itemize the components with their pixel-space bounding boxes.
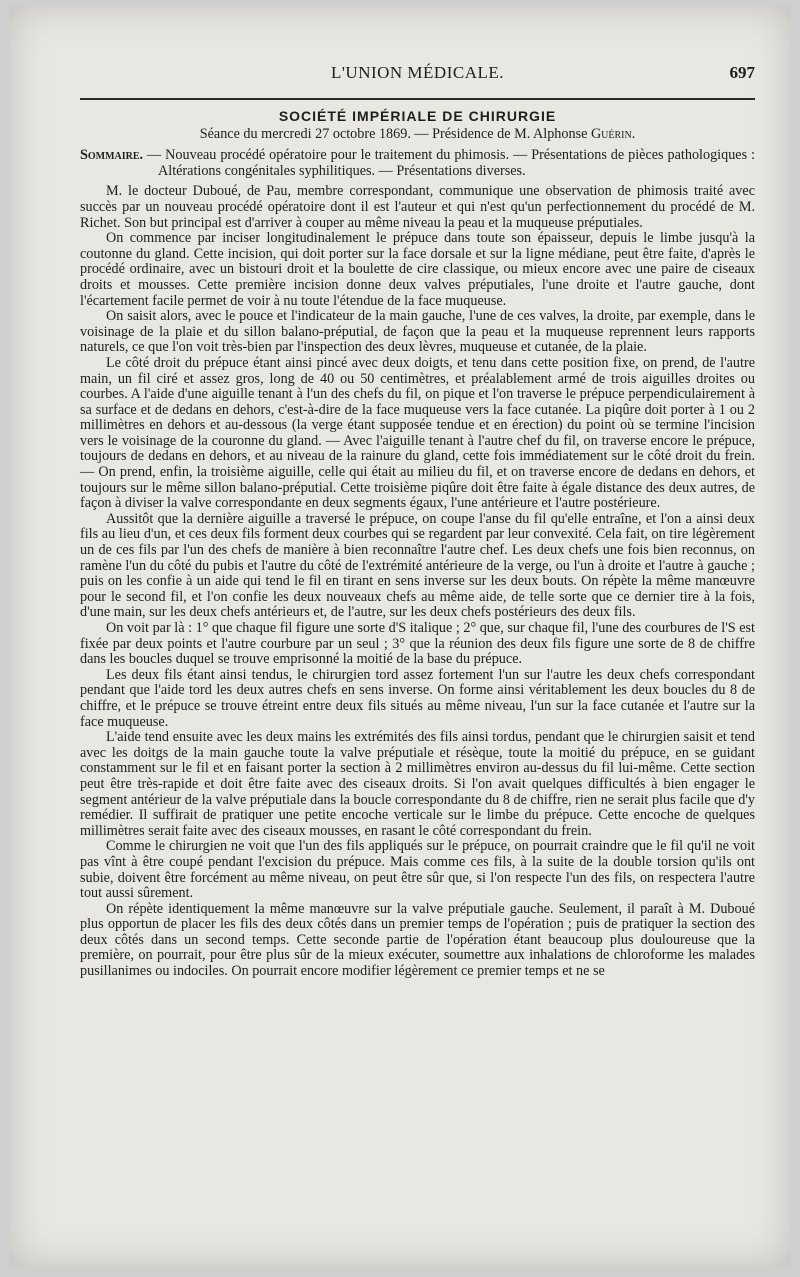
paragraph: Le côté droit du prépuce étant ainsi pincé avec deux doigts, et tenu dans cette position fixe, on prend, de l'autre main, un fil ciré et assez gros, long de 40 ou 50 centimètres, et préalablement armé de trois aiguilles droites ou courbes. A l'aide d'une aiguille tenant à l'un des chefs du fil, on pique et l'on traverse le prépuce perpendiculairement à sa surface et de dedans en dehors, c'est-à-dire de la face muqueuse vers la face cutanée. La piqûre doit porter à 1 ou 2 millimètres en dehors et au-dessous (la verge étant supposée tendue et en érection) du point où se termine l'incision vers le voisinage de la couronne du gland. — Avec l'aiguille tenant à l'autre chef du fil, on traverse encore le prépuce, toujours de dedans en dehors, et au niveau de la rainure du gland, cette fois immédiatement sur le côté droit du frein. — On prend, enfin, la troisième aiguille, celle qui était au milieu du fil, et on traverse encore de dedans en dehors, et toujours sur le même sillon balano-préputial. Cette troisième piqûre doit être faite à égale distance des deux autres, de façon à diviser la valve correspondante en deux segments égaux, l'une antérieure et l'autre postérieure. — [80, 354, 755, 512]
paragraph: On saisit alors, avec le pouce et l'indicateur de la main gauche, l'une de ces valves, la droite, par exemple, dans le voisinage de la plaie et du sillon balano-préputial, de façon que la peau et la muqueuse reprennent leurs rapports naturels, ce que l'on voit très-bien par l'inspection des deux lèvres, muqueuse et cutanée, de la plaie. — [80, 308, 755, 356]
president-surname: Guérin. — [590, 125, 636, 142]
society-heading: SOCIÉTÉ IMPÉRIALE DE CHIRURGIE — [278, 108, 557, 124]
paragraph: On voit par là : 1° que chaque fil figure une sorte d'S italique ; 2° que, sur chaque fil, l'une des courbures de l'S est fixée par deux points et l'autre courbure par un seul ; 3° que la réunion des deux fils figure une sorte de 8 de chiffre dans les boucles duquel se trouve emprisonné la moitié de la base du prépuce. — [80, 620, 755, 668]
summary-label: Sommaire. — [80, 147, 144, 164]
paragraph: M. le docteur Duboué, de Pau, membre correspondant, communique une observation de phimosis traité avec succès par un nouveau procédé opératoire dont il est l'auteur et qui n'est qu'un perfectionnement du procédé de M. Richet. Son but principal est d'arriver à couper au même niveau la peau et la muqueuse préputiales. — [80, 183, 755, 231]
document-page — [10, 5, 790, 1267]
paragraph: On répète identiquement la même manœuvre sur la valve préputiale gauche. Seulement, il paraît à M. Duboué plus opportun de placer les fils des deux côtés dans un premier temps de l'opération ; puis de pratiquer la section des deux côtés dans un second temps. Cette seconde partie de l'opération étant beaucoup plus douloureuse que la première, on pourrait, pour être plus sûr de la mieux exécuter, soumettre aux inhalations de chloroforme les malades pusillanimes ou indociles. On pourrait encore modifier légèrement ce premier temps et ne se — [80, 900, 755, 980]
summary-text: — Nouveau procédé opératoire pour le traitement du phimosis. — Présentations de pièces pathologiques : Altérations congénitales syphilitiques. — Présentations diverses. — [143, 147, 755, 179]
summary — [80, 148, 755, 179]
session-line — [80, 127, 755, 143]
session-text: Séance du mercredi 27 octobre 1869. — Présidence de M. Alphonse — [199, 125, 591, 142]
paragraph: Les deux fils étant ainsi tendus, le chirurgien tord assez fortement l'un sur l'autre les deux chefs correspondant pendant que l'aide tord les deux autres chefs en sens inverse. On forme ainsi véritablement les deux boucles du 8 de chiffre, et le prépuce se trouve étreint entre deux fils situés au même niveau, l'un sur la face cutanée et l'autre sur la face muqueuse. — [80, 666, 755, 730]
article-body — [80, 109, 755, 980]
paragraph: On commence par inciser longitudinalement le prépuce dans toute son épaisseur, depuis le limbe jusqu'à la coutonne du gland. Cette incision, qui doit porter sur la face dorsale et sur la ligne médiane, peut être faite, d'après le procédé ordinaire, avec un bistouri droit et la boulette de cire classique, ou mieux encore avec une paire de ciseaux droits et mousses. Cette première incision donne deux valves préputiales, l'une droite et l'autre gauche, dont l'écartement facile permet de voir à nu toute l'étendue de la face muqueuse. — [80, 230, 755, 309]
paragraph: Comme le chirurgien ne voit que l'un des fils appliqués sur le prépuce, on pourrait craindre que le fil qu'il ne voit pas vînt à être coupé pendant l'excision du prépuce. Mais comme ces fils, à la suite de la double torsion qu'ils ont subie, doivent être forcément au même niveau, on peut être sûr que, si l'on respecte l'un des fils, on respectera l'autre tout aussi sûrement. — [80, 838, 755, 902]
running-head — [80, 63, 755, 89]
paragraph: Aussitôt que la dernière aiguille a traversé le prépuce, on coupe l'anse du fil qu'elle entraîne, et l'on a ainsi deux fils au lieu d'un, et ces deux fils forment deux courbes qui se regardent par leur convexité. Cela fait, on tire légèrement un de ces fils par l'un des chefs de manière à bien reconnaître l'autre chef. Les deux chefs une fois bien reconnus, on ramène l'un du côté du pubis et l'autre du côté de l'extrémité antérieure de la verge, ou l'un à droite et l'autre à gauche ; puis on les confie à un aide qui tend le fil en tirant en sens inverse sur les deux bouts. On répète la même manœuvre pour le second fil, et l'on confie les deux nouveaux chefs au même aide, de telle sorte que ce dernier tire à la fois, d'une main, sur les deux chefs antérieurs et, de l'autre, sur les deux chefs postérieurs des deux fils. — [80, 510, 755, 621]
page-number: 697 — [729, 63, 755, 82]
header-rule — [80, 98, 755, 100]
paragraph: L'aide tend ensuite avec les deux mains les extrémités des fils ainsi tordus, pendant que le chirurgien saisit et tend avec les doitgs de la main gauche toute la valve préputiale et résèque, toute la moitié du prépuce, en se guidant constamment sur le fil et en faisant porter la section à 2 millimètres environ au-dessus du fil lui-même. Cette section peut être très-rapide et doit être faite avec des ciseaux droits. Si l'on avait quelques difficultés à bien engager le segment antérieur de la valve préputiale dans la boucle correspondante du 8 de chiffre, rien ne serait plus facile que d'y remédier. Il suffirait de pratiquer une petite encoche verticale sur le limbe du prépuce. Cette encoche de quelques millimètres serait faite avec des ciseaux mousses, en rasant le côté correspondant du frein. — [80, 729, 755, 839]
journal-title: L'UNION MÉDICALE. — [330, 63, 505, 82]
